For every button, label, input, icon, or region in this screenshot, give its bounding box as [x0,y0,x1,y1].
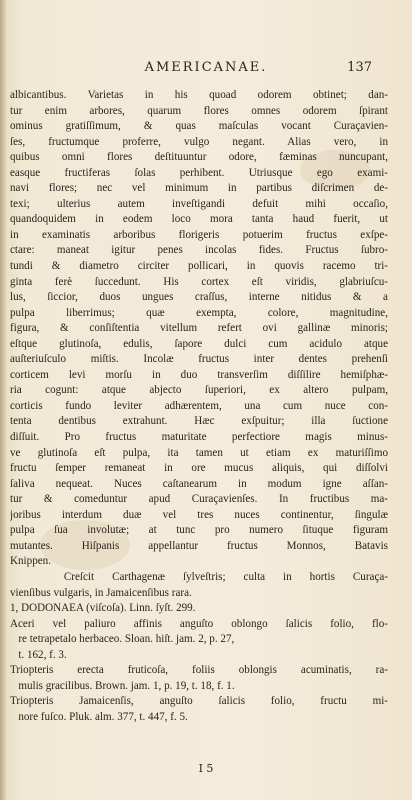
text-line: t. 162, f. 3. [10,648,67,661]
text-line: corticem levi morſu in duo transverſim diſſilire hemiſphæ- [10,368,388,381]
text-line: pulpa liberrimus; quæ exempta, colore, magnitudine, [10,306,388,319]
text-line: mulis gracilibus. Brown. jam. 1, p. 19, t. 18, f. 1. [10,679,235,692]
text-line: pulpa ſua involutæ; at tunc pro numero ſituque figuram [10,524,388,537]
text-line: figura, & conſiſtentia vitellum refert ovi gallinæ minoris; [10,322,388,335]
text-line: Triopteris erecta fruticoſa, foliis oblongis acuminatis, ra- [10,664,388,677]
running-head: AMERICANAE. [144,60,268,75]
text-line: ſes, fructumque proferre, vulgo negant. Alias vero, in [10,135,388,148]
body-text [10,88,388,725]
text-line: tundi & diametro circiter pollicari, in quovis racemo tri- [10,260,388,273]
text-line: ve glutinoſa eſt pulpa, ita tamen ut etiam ex maturiſſimo [10,446,388,459]
text-line: eſtque glutinoſa, edulis, ſapore dulci cum acidulo atque [10,337,388,350]
text-line: in examinatis arboribus florigeris potuerim fructus exſpe- [10,228,388,241]
text-line: tur enim arbores, quarum flores omnes odorem ſpirant [10,104,388,117]
page-header [0,58,412,78]
text-line: tur & comeduntur apud Curaçavienſes. In fructibus ma- [10,493,388,506]
text-line: corticis fundo leviter adhærentem, una cum nuce con- [10,399,388,412]
text-line: Aceri vel paliuro affinis anguſto oblongo ſalicis folio, flo- [10,617,388,630]
text-line: easque fructiferas ſolas perhibent. Utriusque ego exami- [10,166,388,179]
text-line: quandoquidem in eodem loco mora tanta haud fuerit, ut [10,213,388,226]
page-gutter-shadow [0,0,6,800]
text-line: Creſcit Carthagenæ ſylveſtris; culta in hortis Curaça- [10,570,388,583]
signature-mark: I 5 [198,762,214,775]
text-line: ominus gratiſſimum, & quas maſculas vocant Curaçavien- [10,120,388,133]
text-line: fructu ſemper remaneat in ore mucus aliquis, qui diſſolvi [10,462,388,475]
text-line: ria cogunt: atque abjecto ſuperiori, ex altero pulpam, [10,384,388,397]
text-line: texi; ulterius autem inveſtigandi defuit mihi occaſio, [10,197,388,210]
text-line: mutantes. Hiſpanis appellantur fructus Monnos, Batavis [10,539,388,552]
text-line: albicantibus. Varietas in his quoad odorem obtinet; dan- [10,89,388,101]
text-line: joribus interdum duæ vel tres nuces continentur, ſingulæ [10,508,388,521]
text-line: diſſuit. Pro fructus maturitate perfectiore magis minus- [10,431,388,444]
text-line: Knippen. [10,555,51,568]
text-line: nore fuſco. Pluk. alm. 377, t. 447, f. 5. [10,710,188,723]
species-heading: 1, DODONAEA (viſcoſa). Linn. ſyſt. 299. [10,602,196,615]
text-line: ginta ferè ſuccedunt. His cortex eſt viridis, glabriuſcu- [10,275,388,288]
text-line: ctare: maneat igitur penes incolas fides. Fructus ſubro- [10,244,388,257]
text-line: navi flores; nec vel minimum in partibus diſcrimen de- [10,182,388,195]
text-line: auſteriuſculo miſtis. Incolæ fructus inter dentes prehenſi [10,353,388,366]
text-line: quibus omni flores deſtituuntur odore, fæminas nuncupant, [10,151,388,164]
text-line: Triopteris Jamaicenſis, anguſto ſalicis folio, fructu mi- [10,695,388,708]
text-line: re tetrapetalo herbaceo. Sloan. hiſt. jam. 2, p. 27, [10,633,235,646]
text-line: vienſibus vulgaris, in Jamaicenſibus rara. [10,586,192,599]
page-number: 137 [347,60,372,75]
text-line: tenta dentibus extrahunt. Hæc exſpuitur; illa ſuctione [10,415,388,428]
text-line: ſaliva nequeat. Nuces caſtanearum in modum igne aſſan- [10,477,388,490]
text-line: lus, ſiccior, duos ungues craſſus, interne nitidus & a [10,291,388,304]
